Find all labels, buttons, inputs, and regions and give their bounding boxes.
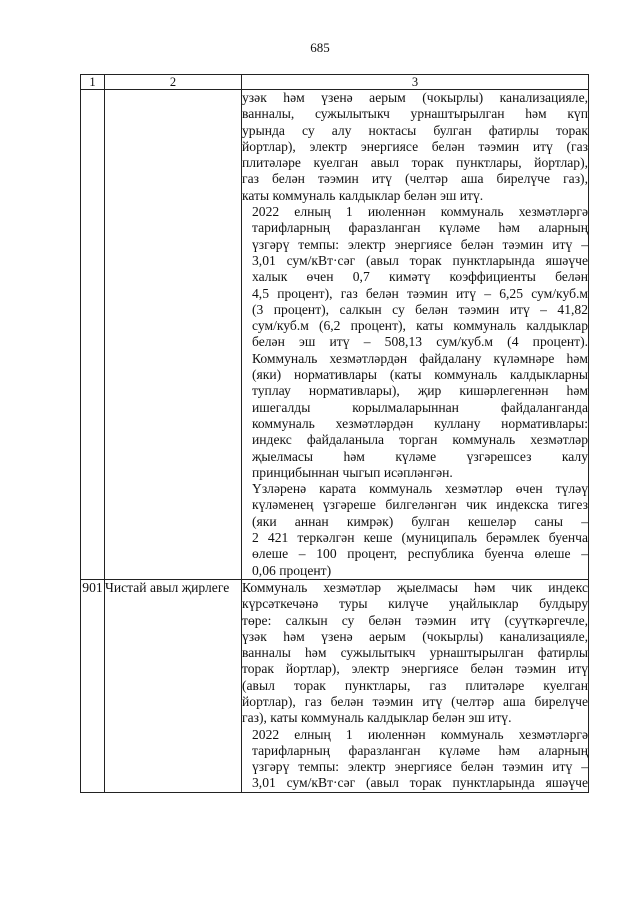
text-line: Үзләренә карата коммуналь хезмәтләр өчен түләү <box>252 481 588 497</box>
table-row <box>81 579 589 792</box>
text-line: принцибыннан чыгып исәпләнгән. <box>252 464 453 480</box>
text-line: төре: салкын су белән тәэмин итү (суүткәргечле, <box>242 612 588 628</box>
text-line: плитәләре куелган авыл торак пунктлары, йортлар), <box>242 155 588 171</box>
paragraph <box>242 727 588 792</box>
text-line: үзәк һәм үзенә аерым (чокырлы) канализацияле, <box>242 628 588 644</box>
paragraph <box>242 580 588 727</box>
text-line: Коммуналь хезмәтләр җыелмасы һәм чик индекс <box>242 579 588 595</box>
header-col-2: 2 <box>105 75 242 90</box>
text-line: җыелмасы һәм күләме үзгәрешсез калу <box>252 448 588 464</box>
text-line: үзгәрү темпы: электр энергиясе белән тәэмин итү – <box>252 236 588 252</box>
text-line: газ белән тәэмин итү (челтәр аша бирелүче газ), <box>242 171 588 187</box>
text-line: 3,01 сум/кВт·сәг (авыл торак пунктларында яшәүче <box>252 775 588 791</box>
text-line: ванналы, сужылытыкч урнаштырылган һәм күп <box>242 106 588 122</box>
text-line: 3,01 сум/кВт·сәг (авыл торак пунктларында яшәүче <box>252 252 588 268</box>
text-line: 2 421 теркәлгән кеше (муниципаль берәмлек буенча <box>252 530 588 546</box>
text-line: тарифларның фаразланган күләме һәм аларның <box>252 742 588 758</box>
row-settlement-name: Чистай авыл җирлеге <box>105 579 242 792</box>
text-line: (яки) нормативлары (каты коммуналь калдыкларны <box>252 367 588 383</box>
text-line: күләменең үзгәреше билгеләнгән чик индекска тигез <box>252 497 588 513</box>
paragraph <box>242 204 588 579</box>
text-line: сум/куб.м (6,2 процент), каты коммуналь калдыклар <box>252 318 588 334</box>
text-line: туплау нормативлары), җир кишәрлегеннән һәм <box>252 383 588 399</box>
text-line: 2022 елның 1 июленнән коммуналь хезмәтләргә <box>252 726 588 742</box>
text-line: (авыл торак пунктлары, газ плитәләре куелган <box>242 677 588 693</box>
text-line: индекс файдаланыла торган коммуналь хезмәтләр <box>252 432 588 448</box>
page-number: 685 <box>310 40 330 55</box>
text-line: халык өчен 0,7 кимәтү коэффициенты белән <box>252 269 588 285</box>
text-line: коммуналь хезмәтләрдән куллану нормативлары: <box>252 415 588 431</box>
paragraph <box>242 90 588 204</box>
text-line: белән эш итү – 508,13 сум/куб.м (4 процент). <box>252 334 588 350</box>
text-line: тарифларның фаразланган күләме һәм аларның <box>252 220 588 236</box>
row-description <box>242 90 589 580</box>
text-line: йортлар), электр энергиясе белән тәэмин итү (газ <box>242 138 588 154</box>
text-line: каты коммуналь калдыклар белән эш итү. <box>242 187 484 203</box>
row-number: 901 <box>81 579 105 792</box>
text-line: 2022 елның 1 июленнән коммуналь хезмәтләргә <box>252 204 588 220</box>
text-line: ванналы һәм сужылытыкч урнаштырылган фатирлы <box>242 645 588 661</box>
row-settlement-name <box>105 90 242 580</box>
table-header-row <box>81 75 589 90</box>
text-line: узәк һәм үзенә аерым (чокырлы) канализацияле, <box>242 90 588 105</box>
header-col-3: 3 <box>242 75 589 90</box>
text-line: торак йортлар), электр энергиясе белән тәэмин итү <box>242 661 588 677</box>
row-number <box>81 90 105 580</box>
text-line: күрсәткечәнә туры килүче уңайлыклар булдыру <box>242 596 588 612</box>
text-line: (3 процент), салкын су белән тәэмин итү – 41,82 <box>252 301 588 317</box>
row-description <box>242 579 589 792</box>
text-line: урында су алу ноктасы булган фатирлы торак <box>242 122 588 138</box>
header-col-1: 1 <box>81 75 105 90</box>
text-line: Коммуналь хезмәтләрдән файдалану күләмнәре һәм <box>252 350 588 366</box>
text-line: (яки аннан кимрәк) булган кешеләр саны – <box>252 513 588 529</box>
text-line: 4,5 процент), газ белән тәэмин итү – 6,25 сум/куб.м <box>252 285 588 301</box>
text-line: 0,06 процент) <box>252 562 332 578</box>
text-line: өлеше – 100 процент, республика буенча өлеше – <box>252 546 588 562</box>
text-line: газ), каты коммуналь калдыклар белән эш итү. <box>242 710 512 726</box>
text-line: үзгәрү темпы: электр энергиясе белән тәэмин итү – <box>252 759 588 775</box>
text-line: йортлар), газ белән тәэмин итү (челтәр аша бирелүче <box>242 693 588 709</box>
table-row <box>81 90 589 580</box>
text-line: ишегалды корылмаларыннан файдаланганда <box>252 399 588 415</box>
document-table <box>80 74 589 793</box>
